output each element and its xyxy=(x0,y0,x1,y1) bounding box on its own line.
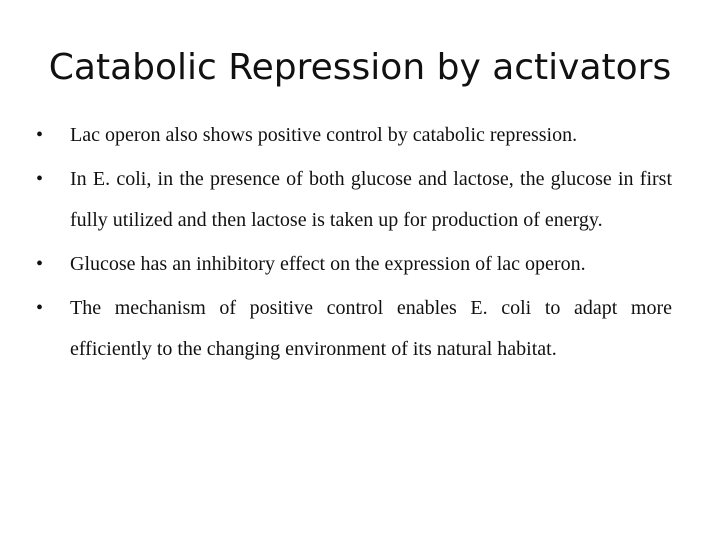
bullet-item xyxy=(36,159,672,241)
bullet-text: The mechanism of positive control enables E. coli to adapt more efficiently to the changing environment of its natural habitat. xyxy=(70,297,672,360)
bullet-list xyxy=(36,115,672,373)
bullet-dot: • xyxy=(36,253,44,275)
bullet-item xyxy=(36,288,672,370)
bullet-text: Lac operon also shows positive control by catabolic repression. xyxy=(70,124,578,146)
bullet-item xyxy=(36,115,672,156)
bullet-item xyxy=(36,244,672,285)
bullet-text: In E. coli, in the presence of both glucose and lactose, the glucose in first fully utilized and then lactose is taken up for production of energy. xyxy=(70,168,672,231)
bullet-text: Glucose has an inhibitory effect on the expression of lac operon. xyxy=(70,253,586,275)
bullet-dot: • xyxy=(36,124,44,146)
slide-title: Catabolic Repression by activators xyxy=(48,47,672,88)
bullet-dot: • xyxy=(36,168,44,190)
bullet-dot: • xyxy=(36,297,44,319)
